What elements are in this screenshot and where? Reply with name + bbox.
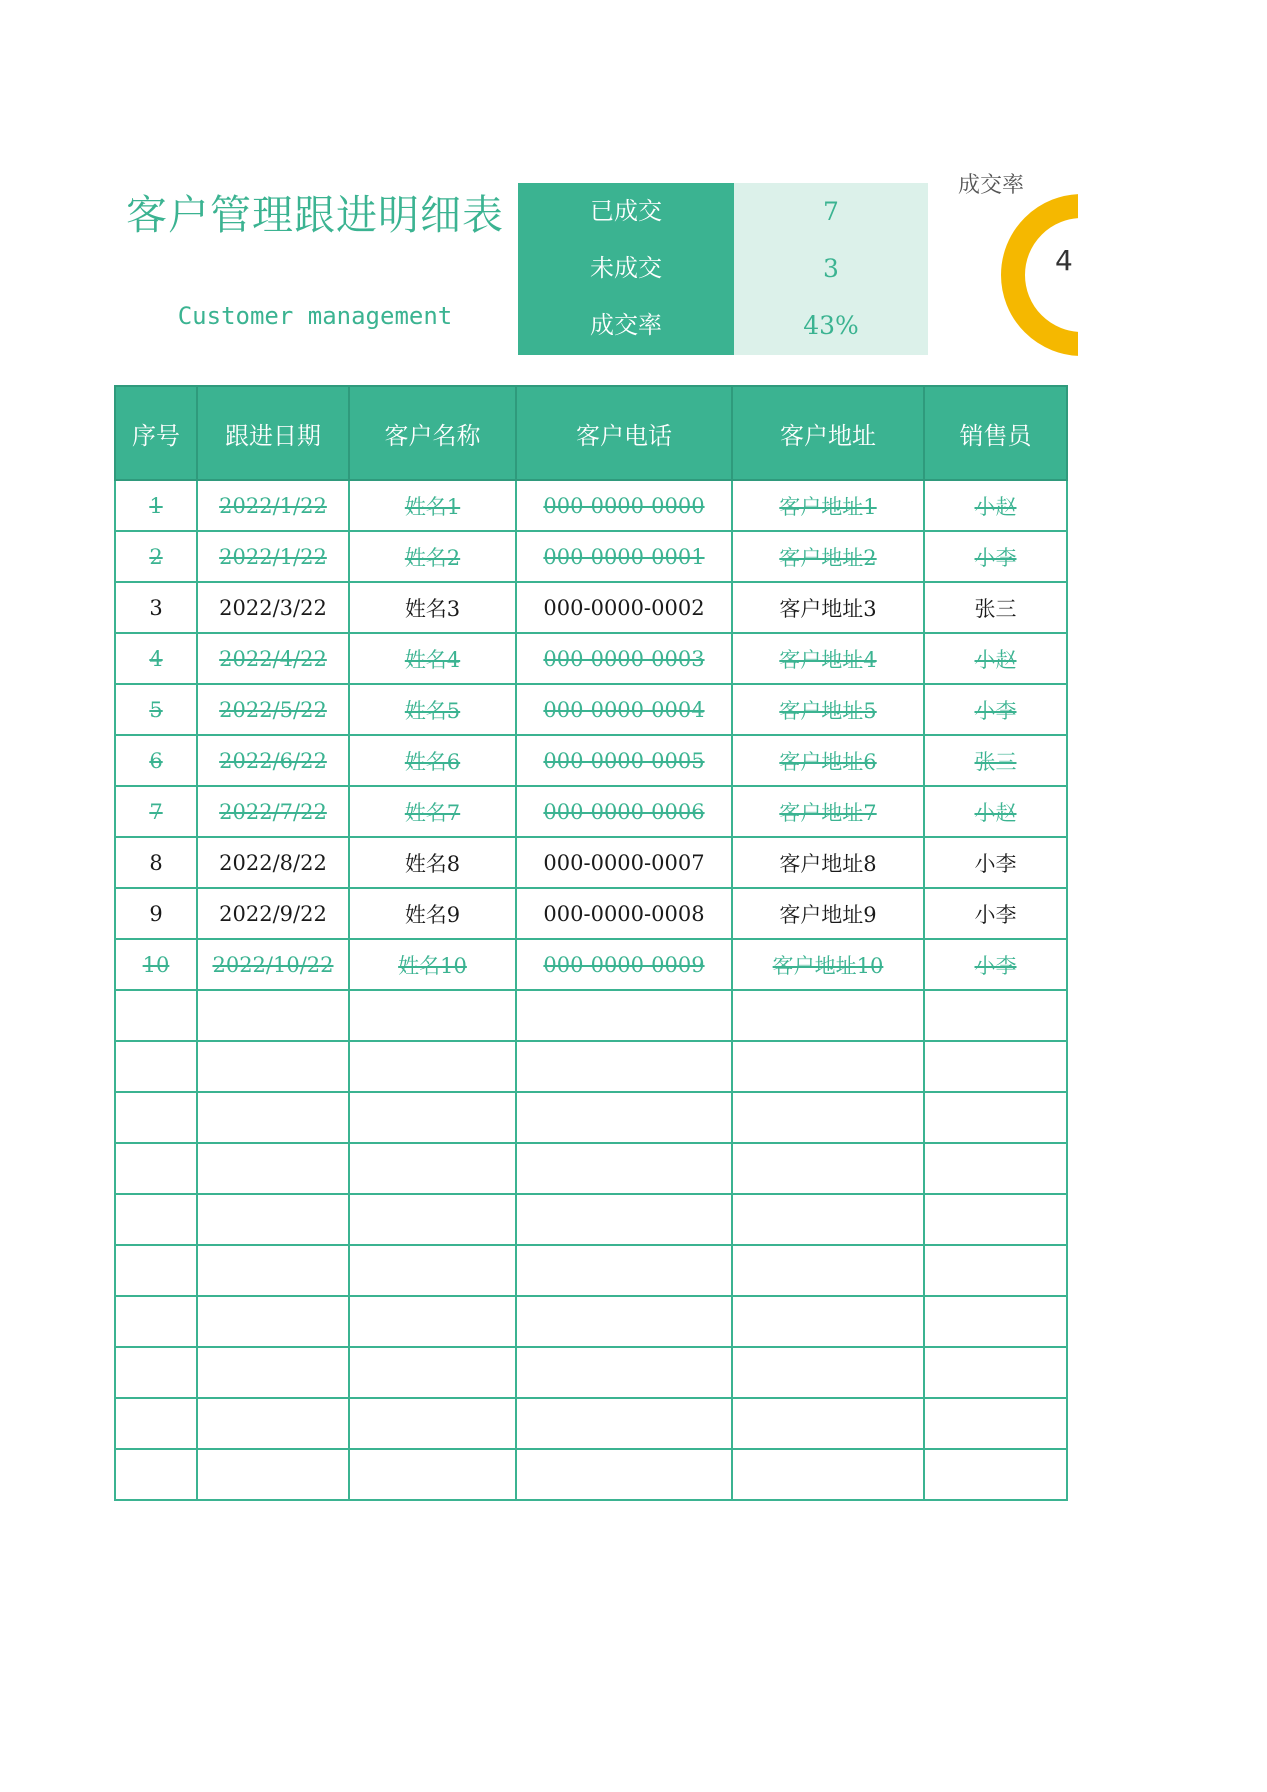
empty-cell [197, 1092, 349, 1143]
cell-name: 姓名6 [349, 735, 516, 786]
column-header-salesperson: 销售员 [924, 386, 1067, 480]
cell-salesperson: 小李 [924, 939, 1067, 990]
cell-address: 客户地址7 [732, 786, 924, 837]
table-row [115, 684, 1067, 735]
empty-cell [115, 1041, 197, 1092]
table-header-row [115, 386, 1067, 480]
cell-date: 2022/1/22 [197, 480, 349, 531]
column-header-date: 跟进日期 [197, 386, 349, 480]
empty-cell [732, 1143, 924, 1194]
empty-cell [516, 1449, 732, 1500]
cell-no: 10 [115, 939, 197, 990]
cell-salesperson: 张三 [924, 735, 1067, 786]
cell-no: 7 [115, 786, 197, 837]
empty-cell [115, 1398, 197, 1449]
customer-table [114, 385, 1068, 1501]
cell-name: 姓名4 [349, 633, 516, 684]
cell-name: 姓名5 [349, 684, 516, 735]
empty-table-row [115, 1449, 1067, 1500]
cell-name: 姓名7 [349, 786, 516, 837]
cell-salesperson: 小赵 [924, 786, 1067, 837]
empty-table-row [115, 1194, 1067, 1245]
empty-cell [349, 1347, 516, 1398]
table-row [115, 888, 1067, 939]
empty-cell [197, 1347, 349, 1398]
table-row [115, 837, 1067, 888]
empty-cell [197, 1398, 349, 1449]
empty-cell [924, 1041, 1067, 1092]
cell-no: 2 [115, 531, 197, 582]
cell-phone: 000-0000-0003 [516, 633, 732, 684]
empty-cell [516, 990, 732, 1041]
empty-cell [732, 1296, 924, 1347]
table-row [115, 531, 1067, 582]
cell-date: 2022/6/22 [197, 735, 349, 786]
empty-cell [197, 1041, 349, 1092]
stat-value-rate: 43% [803, 311, 859, 340]
empty-table-row [115, 1143, 1067, 1194]
cell-address: 客户地址10 [732, 939, 924, 990]
empty-cell [349, 1245, 516, 1296]
empty-table-row [115, 1296, 1067, 1347]
column-header-name: 客户名称 [349, 386, 516, 480]
stat-label-rate: 成交率 [590, 311, 662, 339]
empty-cell [197, 1296, 349, 1347]
table-row [115, 480, 1067, 531]
cell-date: 2022/8/22 [197, 837, 349, 888]
cell-address: 客户地址9 [732, 888, 924, 939]
cell-no: 9 [115, 888, 197, 939]
cell-address: 客户地址5 [732, 684, 924, 735]
empty-cell [516, 1347, 732, 1398]
cell-salesperson: 小李 [924, 837, 1067, 888]
page-title: 客户管理跟进明细表 [126, 191, 504, 239]
empty-cell [115, 1194, 197, 1245]
cell-phone: 000-0000-0007 [516, 837, 732, 888]
empty-cell [115, 1245, 197, 1296]
empty-cell [732, 1347, 924, 1398]
cell-salesperson: 小李 [924, 888, 1067, 939]
empty-cell [349, 1194, 516, 1245]
empty-cell [924, 990, 1067, 1041]
cell-no: 1 [115, 480, 197, 531]
column-header-address: 客户地址 [732, 386, 924, 480]
empty-cell [115, 990, 197, 1041]
empty-table-row [115, 1041, 1067, 1092]
empty-cell [516, 1092, 732, 1143]
table-body [115, 480, 1067, 1500]
cell-address: 客户地址3 [732, 582, 924, 633]
empty-cell [197, 1449, 349, 1500]
empty-cell [732, 1041, 924, 1092]
empty-cell [732, 1398, 924, 1449]
empty-cell [115, 1143, 197, 1194]
stat-value-open: 3 [823, 254, 839, 283]
table-row [115, 786, 1067, 837]
empty-table-row [115, 1092, 1067, 1143]
empty-table-row [115, 1347, 1067, 1398]
gauge-value-text: 4 [1055, 244, 1073, 277]
empty-cell [924, 1245, 1067, 1296]
cell-address: 客户地址6 [732, 735, 924, 786]
empty-cell [197, 1194, 349, 1245]
cell-salesperson: 小赵 [924, 633, 1067, 684]
column-header-phone: 客户电话 [516, 386, 732, 480]
cell-name: 姓名10 [349, 939, 516, 990]
cell-salesperson: 小李 [924, 684, 1067, 735]
cell-address: 客户地址4 [732, 633, 924, 684]
empty-cell [115, 1296, 197, 1347]
empty-cell [349, 1041, 516, 1092]
empty-table-row [115, 990, 1067, 1041]
cell-no: 8 [115, 837, 197, 888]
table-row [115, 633, 1067, 684]
cell-no: 3 [115, 582, 197, 633]
empty-cell [516, 1194, 732, 1245]
cell-name: 姓名8 [349, 837, 516, 888]
empty-cell [516, 1143, 732, 1194]
cell-name: 姓名2 [349, 531, 516, 582]
table-row [115, 582, 1067, 633]
empty-cell [197, 1245, 349, 1296]
cell-no: 6 [115, 735, 197, 786]
empty-cell [924, 1296, 1067, 1347]
table-row [115, 735, 1067, 786]
cell-date: 2022/1/22 [197, 531, 349, 582]
empty-cell [349, 1296, 516, 1347]
cell-address: 客户地址1 [732, 480, 924, 531]
cell-date: 2022/9/22 [197, 888, 349, 939]
cell-phone: 000-0000-0002 [516, 582, 732, 633]
empty-cell [197, 990, 349, 1041]
cell-salesperson: 小赵 [924, 480, 1067, 531]
cell-no: 4 [115, 633, 197, 684]
stat-value-closed: 7 [823, 197, 839, 226]
empty-cell [349, 990, 516, 1041]
empty-cell [732, 1194, 924, 1245]
empty-cell [349, 1143, 516, 1194]
empty-cell [924, 1449, 1067, 1500]
cell-salesperson: 小李 [924, 531, 1067, 582]
cell-date: 2022/5/22 [197, 684, 349, 735]
summary-stats-panel [518, 183, 928, 355]
empty-cell [115, 1347, 197, 1398]
cell-date: 2022/10/22 [197, 939, 349, 990]
empty-cell [732, 1449, 924, 1500]
cell-name: 姓名1 [349, 480, 516, 531]
cell-phone: 000-0000-0004 [516, 684, 732, 735]
cell-date: 2022/4/22 [197, 633, 349, 684]
empty-cell [516, 1245, 732, 1296]
empty-cell [516, 1041, 732, 1092]
stat-label-open: 未成交 [590, 254, 662, 282]
empty-cell [115, 1449, 197, 1500]
empty-cell [115, 1092, 197, 1143]
empty-table-row [115, 1245, 1067, 1296]
empty-cell [732, 1245, 924, 1296]
empty-cell [349, 1398, 516, 1449]
stat-label-closed: 已成交 [590, 197, 662, 225]
page-subtitle: Customer management [177, 302, 453, 330]
empty-cell [924, 1398, 1067, 1449]
empty-cell [516, 1398, 732, 1449]
cell-phone: 000-0000-0006 [516, 786, 732, 837]
empty-cell [197, 1143, 349, 1194]
cell-phone: 000-0000-0001 [516, 531, 732, 582]
empty-cell [924, 1347, 1067, 1398]
empty-cell [349, 1449, 516, 1500]
table-row [115, 939, 1067, 990]
cell-name: 姓名9 [349, 888, 516, 939]
empty-cell [349, 1092, 516, 1143]
empty-cell [732, 990, 924, 1041]
gauge-title: 成交率 [958, 173, 1025, 198]
cell-date: 2022/3/22 [197, 582, 349, 633]
column-header-no: 序号 [115, 386, 197, 480]
cell-salesperson: 张三 [924, 582, 1067, 633]
cell-phone: 000-0000-0008 [516, 888, 732, 939]
cell-address: 客户地址2 [732, 531, 924, 582]
empty-cell [516, 1296, 732, 1347]
cell-phone: 000-0000-0000 [516, 480, 732, 531]
cell-address: 客户地址8 [732, 837, 924, 888]
empty-cell [732, 1092, 924, 1143]
empty-table-row [115, 1398, 1067, 1449]
empty-cell [924, 1143, 1067, 1194]
cell-phone: 000-0000-0009 [516, 939, 732, 990]
empty-cell [924, 1194, 1067, 1245]
cell-date: 2022/7/22 [197, 786, 349, 837]
cell-name: 姓名3 [349, 582, 516, 633]
cell-no: 5 [115, 684, 197, 735]
cell-phone: 000-0000-0005 [516, 735, 732, 786]
empty-cell [924, 1092, 1067, 1143]
